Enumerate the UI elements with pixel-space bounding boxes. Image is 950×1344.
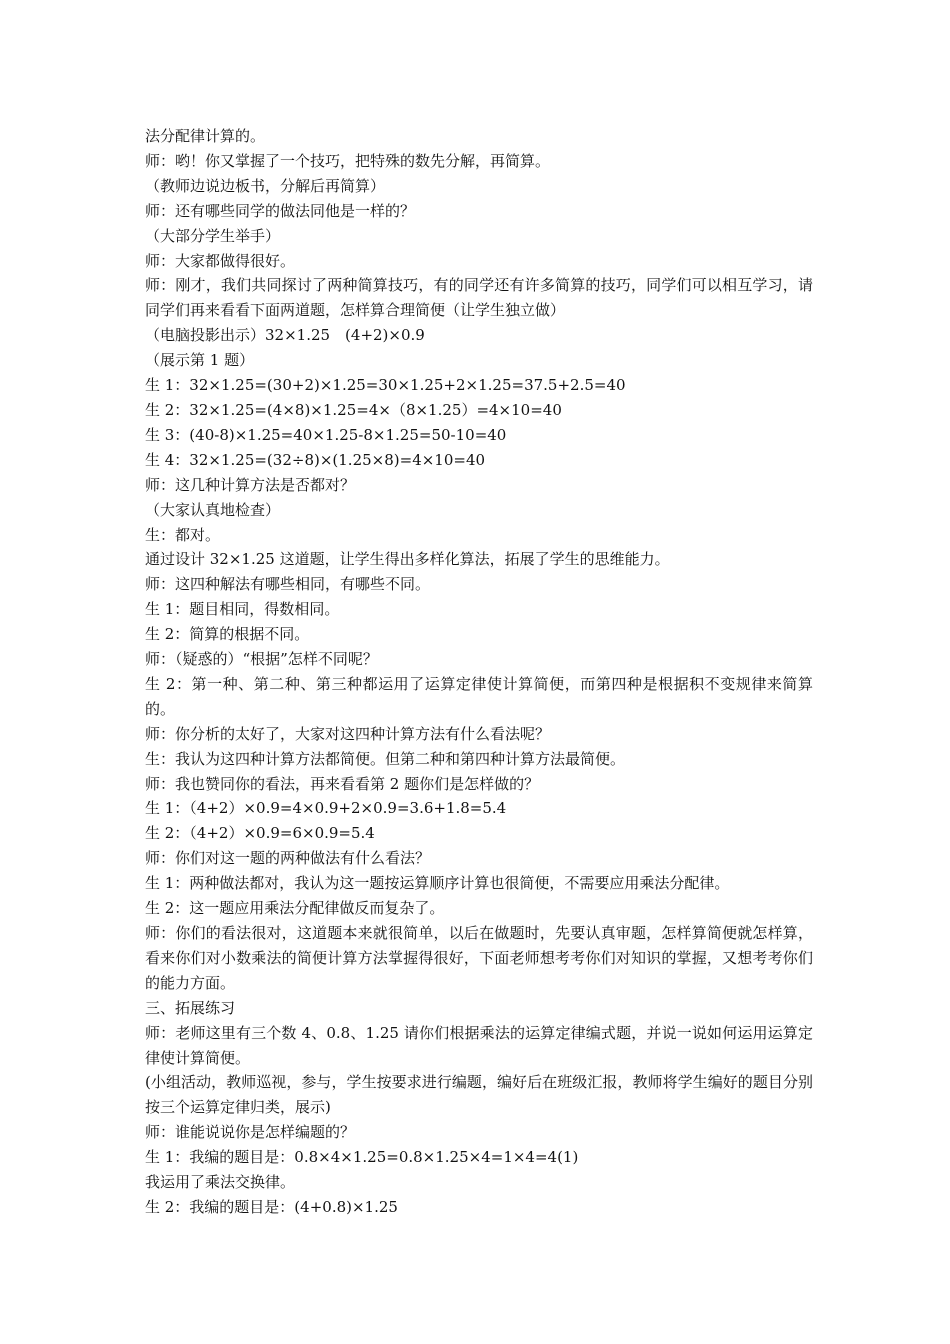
paragraph: 我运用了乘法交换律。 — [145, 1173, 296, 1192]
paragraph: 师：这几种计算方法是否都对？ — [145, 475, 356, 494]
paragraph: 生 2：这一题应用乘法分配律做反而复杂了。 — [145, 899, 445, 918]
paragraph: 生 2：简算的根据不同。 — [145, 625, 310, 644]
paragraph: 生 2：32×1.25=(4×8)×1.25=4×（8×1.25）=4×10=40 — [145, 400, 562, 419]
paragraph: 师：这四种解法有哪些相同，有哪些不同。 — [145, 575, 431, 594]
paragraph: 师：刚才，我们共同探讨了两种简算技巧，有的同学还有许多简算的技巧，同学们可以相互学习，请同学们再来看看下面两道题，怎样算合理简便（让学生独立做） — [145, 276, 813, 320]
paragraph: 师：谁能说说你是怎样编题的？ — [145, 1123, 356, 1142]
paragraph: 生：都对。 — [145, 525, 221, 544]
paragraph: 师：哟！你又掌握了一个技巧，把特殊的数先分解，再简算。 — [145, 151, 551, 170]
paragraph: 师：大家都做得很好。 — [145, 251, 296, 270]
paragraph: （教师边说边板书，分解后再简算） — [145, 176, 386, 195]
paragraph: 师：我也赞同你的看法，再来看看第 2 题你们是怎样做的？ — [145, 774, 540, 793]
document-body — [145, 124, 813, 1220]
paragraph: （大部分学生举手） — [145, 226, 281, 245]
paragraph: 生 2：我编的题目是：(4+0.8)×1.25 — [145, 1197, 398, 1216]
paragraph: 生 2：第一种、第二种、第三种都运用了运算定律使计算简便，而第四种是根据积不变规律来简算的。 — [145, 674, 813, 718]
section-heading: 三、拓展练习 — [145, 998, 236, 1017]
paragraph: 师：（疑惑的）“根据”怎样不同呢？ — [145, 650, 378, 669]
paragraph: 生：我认为这四种计算方法都简便。但第二种和第四种计算方法最简便。 — [145, 749, 626, 768]
paragraph: 生 4：32×1.25=(32÷8)×(1.25×8)=4×10=40 — [145, 450, 486, 469]
paragraph: 师：你们对这一题的两种做法有什么看法？ — [145, 849, 431, 868]
paragraph: 生 1：32×1.25=(30+2)×1.25=30×1.25+2×1.25=37.5+2.5=40 — [145, 376, 626, 395]
paragraph: (小组活动，教师巡视，参与，学生按要求进行编题，编好后在班级汇报，教师将学生编好的题目分别按三个运算定律归类，展示) — [145, 1073, 813, 1117]
paragraph: 生 1：我编的题目是：0.8×4×1.25=0.8×1.25×4=1×4=4(1) — [145, 1148, 579, 1167]
paragraph: 生 3：(40-8)×1.25=40×1.25-8×1.25=50-10=40 — [145, 425, 507, 444]
paragraph: （电脑投影出示）32×1.25 (4+2)×0.9 — [145, 326, 425, 345]
paragraph: 法分配律计算的。 — [145, 127, 266, 145]
paragraph: 师：你们的看法很对，这道题本来就很简单，以后在做题时，先要认真审题，怎样算简便就怎样算，看来你们对小数乘法的简便计算方法掌握得很好，下面老师想考考你们对知识的掌握，又想考考你们的能力方面。 — [145, 924, 813, 992]
paragraph: 生 1：（4+2）×0.9=4×0.9+2×0.9=3.6+1.8=5.4 — [145, 799, 507, 818]
paragraph: 生 2：（4+2）×0.9=6×0.9=5.4 — [145, 824, 375, 843]
paragraph: 生 1：两种做法都对，我认为这一题按运算顺序计算也很简便，不需要应用乘法分配律。 — [145, 874, 730, 893]
paragraph: （展示第 1 题） — [145, 351, 255, 370]
paragraph: 师：还有哪些同学的做法同他是一样的？ — [145, 201, 416, 220]
paragraph: 师：你分析的太好了，大家对这四种计算方法有什么看法呢？ — [145, 724, 551, 743]
paragraph: （大家认真地检查） — [145, 500, 281, 519]
paragraph: 生 1：题目相同，得数相同。 — [145, 600, 340, 619]
paragraph: 师：老师这里有三个数 4、0.8、1.25 请你们根据乘法的运算定律编式题，并说一说如何运用运算定律使计算简便。 — [145, 1023, 813, 1067]
paragraph: 通过设计 32×1.25 这道题，让学生得出多样化算法，拓展了学生的思维能力。 — [145, 550, 670, 569]
